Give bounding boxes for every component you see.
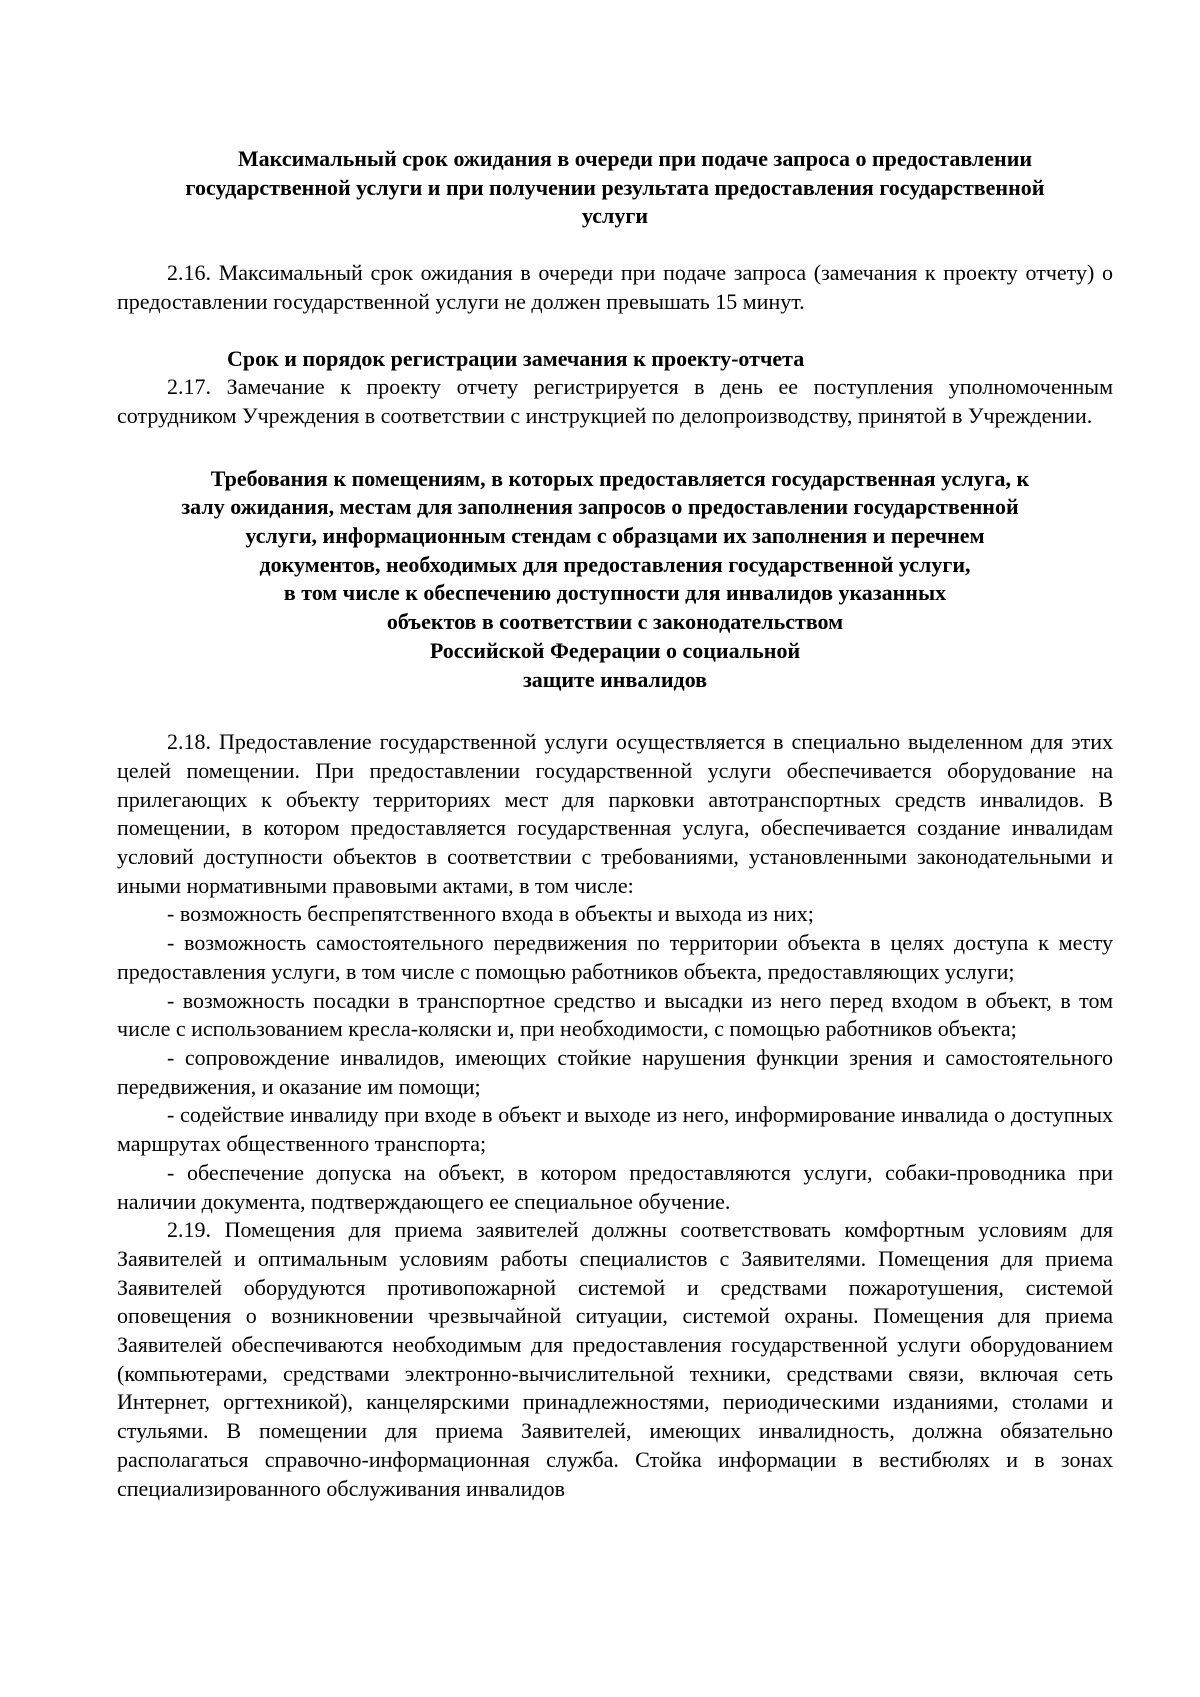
heading-line: залу ожидания, местам для заполнения запросов о предоставлении государственной xyxy=(181,494,1019,520)
heading-line: Срок и порядок регистрации замечания к проекту-отчета xyxy=(227,345,805,371)
heading-line: услуги, информационным стендам с образцами их заполнения и перечнем xyxy=(245,523,985,549)
list-item: - возможность самостоятельного передвижения по территории объекта в целях доступа к месту предоставления услуги, в том числе с помощью работников объекта, предоставляющих услуги; xyxy=(117,930,1113,984)
list-item: - обеспечение допуска на объект, в котором предоставляются услуги, собаки-проводника при наличии документа, подтверждающего ее специальное обучение. xyxy=(117,1159,1113,1214)
list-item: - содействие инвалиду при входе в объект и выходе из него, информирование инвалида о доступных маршрутах общественного транспорта; xyxy=(117,1102,1113,1157)
section-heading-registration xyxy=(117,345,1113,374)
paragraph-2-17: 2.17. Замечание к проекту отчету регистрируется в день ее поступления уполномоченным сотрудником Учреждения в соответствии с инструкцией по делопроизводству, принятой в Учреждении. xyxy=(117,374,1113,428)
paragraph-2-16: 2.16. Максимальный срок ожидания в очереди при подаче запроса (замечания к проекту отчету) о предоставлении государственной услуги не должен превышать 15 минут. xyxy=(117,260,1113,314)
heading-line: услуги xyxy=(581,203,649,229)
heading-line: Максимальный срок ожидания в очереди при подаче запроса о предоставлении xyxy=(237,146,1033,171)
heading-line: государственной услуги и при получении результата предоставления государственной xyxy=(185,174,1045,200)
document-page xyxy=(117,145,1113,1503)
heading-line: документов, необходимых для предоставления государственной услуги, xyxy=(259,551,971,577)
heading-line: в том числе к обеспечению доступности для инвалидов указанных xyxy=(283,580,947,606)
heading-line: объектов в соответствии с законодательством xyxy=(386,609,844,635)
paragraph-2-19: 2.19. Помещения для приема заявителей должны соответствовать комфортным условиям для Заявителей и оптимальным условиям работы специалистов с Заявителями. Помещения для приема Заявителей оборудуются противопожарной системой и средствами пожаротушения, системой оповещения о возникновении чрезвычайной ситуации, системой охраны. Помещения для приема Заявителей обеспечиваются необходимым для предоставления государственной услуги оборудованием (компьютерами, средствами электронно-вычислительной техники, средствами связи, включая сеть Интернет, оргтехникой), канцелярскими принадлежностями, периодическими изданиями, столами и стульями. В помещении для приема Заявителей, имеющих инвалидность, должна обязательно располагаться справочно-информационная служба. Стойка информации в вестибюлях и в зонах специализированного обслуживания инвалидов xyxy=(117,1217,1113,1501)
section-heading-premises-requirements xyxy=(117,465,1113,695)
paragraph-2-18: 2.18. Предоставление государственной услуги осуществляется в специально выделенном для этих целей помещении. При предоставлении государственной услуги обеспечивается оборудование на прилегающих к объекту территориях мест для парковки автотранспортных средств инвалидов. В помещении, в котором предоставляется государственная услуга, обеспечивается создание инвалидам условий доступности объектов в соответствии с требованиями, установленными законодательными и иными нормативными правовыми актами, в том числе: xyxy=(117,729,1113,898)
list-item: - возможность посадки в транспортное средство и высадки из него перед входом в объект, в том числе с использованием кресла-коляски и, при необходимости, с помощью работников объекта; xyxy=(117,987,1113,1042)
list-item: - возможность беспрепятственного входа в объекты и выхода из них; xyxy=(167,901,814,927)
section-heading-waiting-time xyxy=(117,145,1113,231)
heading-line: Требования к помещениям, в которых предоставляется государственная услуга, к xyxy=(210,465,1030,491)
list-item: - сопровождение инвалидов, имеющих стойкие нарушения функции зрения и самостоятельного передвижения, и оказание им помощи; xyxy=(117,1044,1113,1099)
heading-line: Российской Федерации о социальной xyxy=(429,637,801,663)
heading-line: защите инвалидов xyxy=(522,666,708,692)
